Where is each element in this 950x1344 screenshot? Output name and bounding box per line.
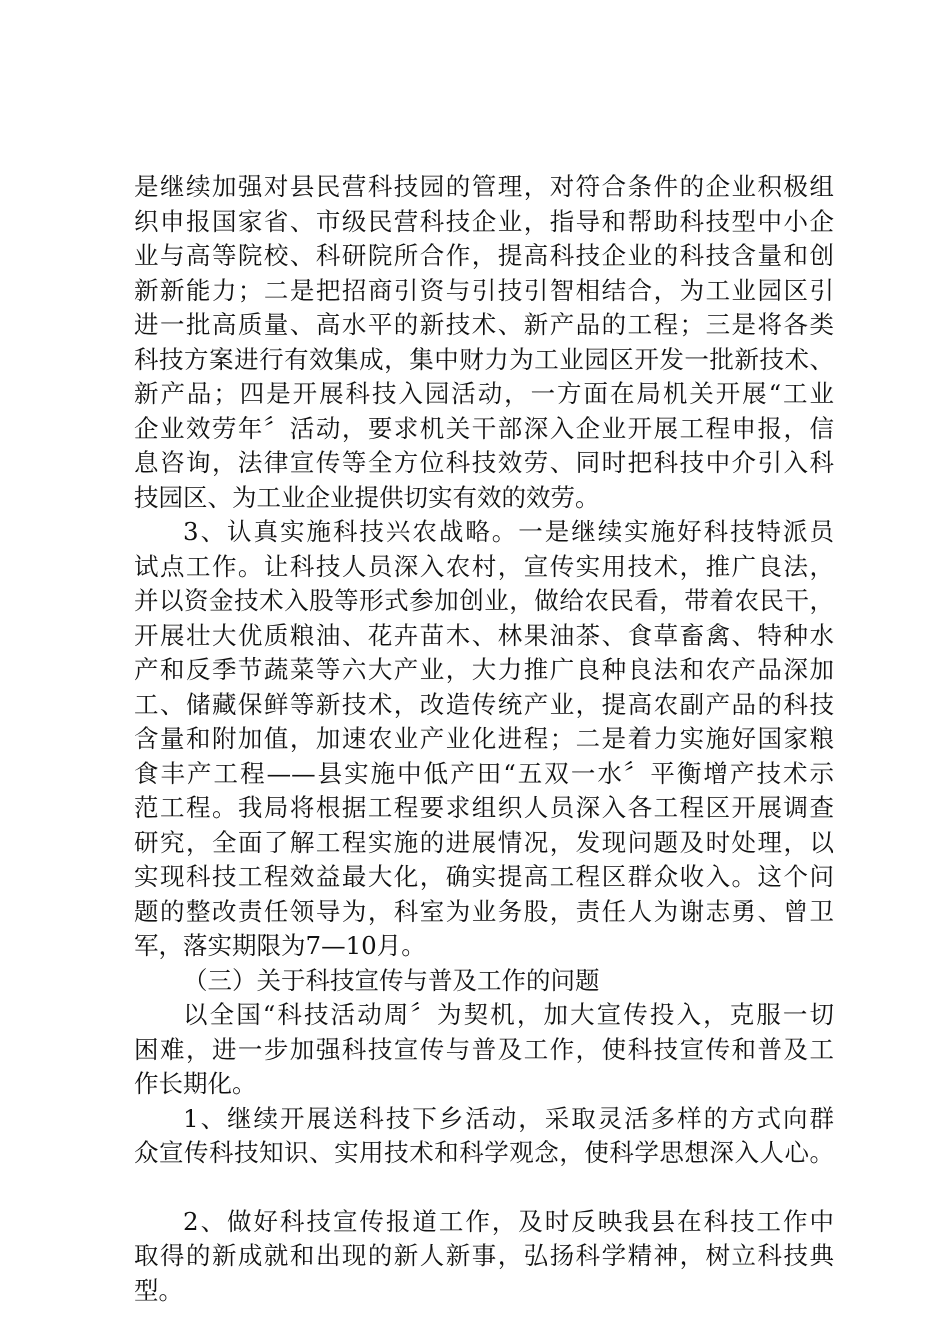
paragraph-countryside-activities [134, 1102, 834, 1171]
text-line: 试点工作。让科技人员深入农村，宣传实用技术，推广良法， [134, 551, 834, 581]
text-line: 技园区、为工业企业提供切实有效的效劳。 [134, 482, 600, 512]
text-line: 科技方案进行有效集成，集中财力为工业园区开发一批新技术、 [134, 344, 834, 374]
paragraph-agriculture-strategy [134, 515, 834, 964]
text-line: 开展壮大优质粮油、花卉苗木、林果油茶、食草畜禽、特种水 [134, 620, 834, 650]
text-line: 企业效劳年〞活动，要求机关干部深入企业开展工程申报，信 [134, 413, 834, 443]
text-line: 型。 [134, 1275, 183, 1305]
paragraph-news-reporting [134, 1205, 834, 1309]
text-line: 众宣传科技知识、实用技术和科学观念，使科学思想深入人心。 [134, 1138, 834, 1167]
text-line: 新产品；四是开展科技入园活动，一方面在局机关开展“工业 [134, 379, 834, 408]
text-line: 军，落实期限为7—10月。 [134, 931, 426, 960]
text-line: 作长期化。 [134, 1069, 257, 1098]
text-line: 1、继续开展送科技下乡活动，采取灵活多样的方式向群 [183, 1103, 834, 1133]
text-line: 以全国“科技活动周〞为契机，加大宣传投入，克服一切 [183, 1000, 834, 1029]
document-page [134, 170, 834, 1308]
text-line: 实现科技工程效益最大化，确实提高工程区群众收入。这个问 [134, 862, 834, 891]
text-line: 困难，进一步加强科技宣传与普及工作，使科技宣传和普及工 [134, 1034, 834, 1064]
text-line: 食丰产工程——县实施中低产田“五双一水〞平衡增产技术示 [134, 758, 834, 788]
text-line: 并以资金技术入股等形式参加创业，做给农民看，带着农民干， [134, 586, 834, 615]
text-line: 题的整改责任领导为，科室为业务股，责任人为谢志勇、曾卫 [134, 896, 834, 926]
text-line: 2、做好科技宣传报道工作，及时反映我县在科技工作中 [183, 1206, 834, 1236]
text-line: 含量和附加值，加速农业产业化进程；二是着力实施好国家粮 [134, 724, 834, 753]
text-line: 3、认真实施科技兴农战略。一是继续实施好科技特派员 [183, 517, 834, 546]
text-line: 取得的新成就和出现的新人新事，弘扬科学精神，树立科技典 [134, 1241, 834, 1270]
text-line: 产和反季节蔬菜等六大产业，大力推广良种良法和农产品深加 [134, 655, 834, 684]
text-line: 新新能力；二是把招商引资与引技引智相结合，为工业园区引 [134, 275, 834, 305]
text-line: 业与高等院校、科研院所合作，提高科技企业的科技含量和创 [134, 241, 834, 270]
paragraph-park-management [134, 170, 834, 515]
section-heading: （三）关于科技宣传与普及工作的问题 [183, 965, 600, 995]
text-line: 范工程。我局将根据工程要求组织人员深入各工程区开展调查 [134, 793, 834, 822]
text-line: 进一批高质量、高水平的新技术、新产品的工程；三是将各类 [134, 310, 834, 339]
text-line: 研究，全面了解工程实施的进展情况，发现问题及时处理，以 [134, 827, 834, 857]
text-line: 息咨询，法律宣传等全方位科技效劳、同时把科技中介引入科 [134, 448, 834, 477]
text-line: 是继续加强对县民营科技园的管理，对符合条件的企业积极组 [134, 172, 834, 201]
paragraph-spacer [134, 1171, 834, 1205]
paragraph-publicity-intro [134, 998, 834, 1102]
text-line: 织申报国家省、市级民营科技企业，指导和帮助科技型中小企 [134, 206, 834, 236]
text-line: 工、储藏保鲜等新技术，改造传统产业，提高农副产品的科技 [134, 689, 834, 719]
